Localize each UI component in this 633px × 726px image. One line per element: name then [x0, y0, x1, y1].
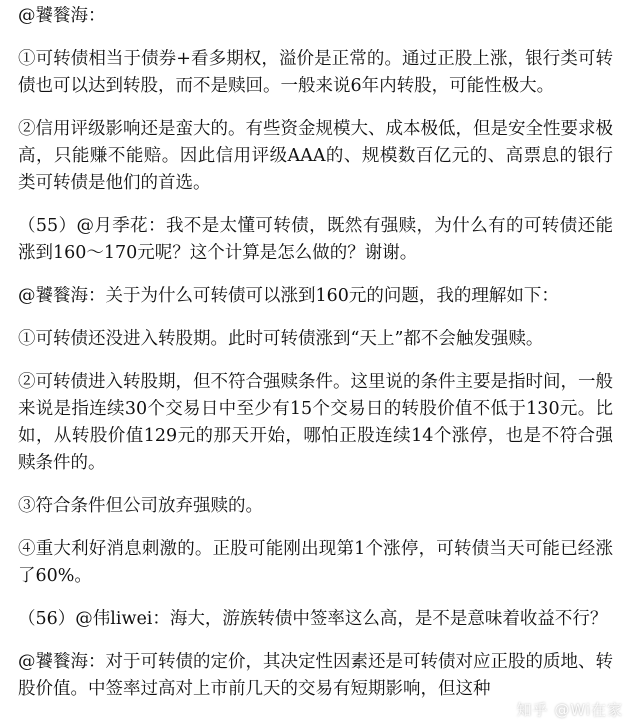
paragraph: （56）@伟liwei：海大，游族转债中签率这么高，是不是意味着收益不行？ [18, 609, 608, 629]
paragraph: ②可转债进入转股期，但不符合强赎条件。这里说的条件主要是指时间，一般来说是指连续30个交易日中至少有15个交易日的转股价值不低于130元。比如，从转股价值129元的那天开始，哪怕正股连续14个涨停，也是不符合强赎条件的。 [18, 372, 613, 473]
paragraph: ①可转债还没进入转股期。此时可转债涨到“天上”都不会触发强赎。 [18, 329, 544, 349]
paragraph: @饕餮海：关于为什么可转债可以涨到160元的问题，我的理解如下： [18, 286, 559, 306]
paragraph: ③符合条件但公司放弃强赎的。 [18, 496, 263, 516]
watermark: 知乎 @Wi在家 [516, 701, 623, 719]
paragraph: @饕餮海：对于可转债的定价，其决定性因素还是可转债对应正股的质地、转股价值。中签率过高对上市前几天的交易有短期影响，但这种 [18, 652, 613, 699]
paragraph: ④重大利好消息刺激的。正股可能刚出现第1个涨停，可转债当天可能已经涨了60%。 [18, 539, 613, 586]
paragraph: ②信用评级影响还是蛮大的。有些资金规模大、成本极低，但是安全性要求极高，只能赚不能赔。因此信用评级AAA的、规模数百亿元的、高票息的银行类可转债是他们的首选。 [18, 119, 613, 193]
paragraph: （55）@月季花：我不是太懂可转债，既然有强赎，为什么有的可转债还能涨到160～170元呢？这个计算是怎么做的？谢谢。 [18, 216, 613, 263]
paragraph: @饕餮海： [18, 6, 106, 26]
paragraph: ①可转债相当于债券+看多期权，溢价是正常的。通过正股上涨，银行类可转债也可以达到转股，而不是赎回。一般来说6年内转股，可能性极大。 [18, 49, 613, 96]
